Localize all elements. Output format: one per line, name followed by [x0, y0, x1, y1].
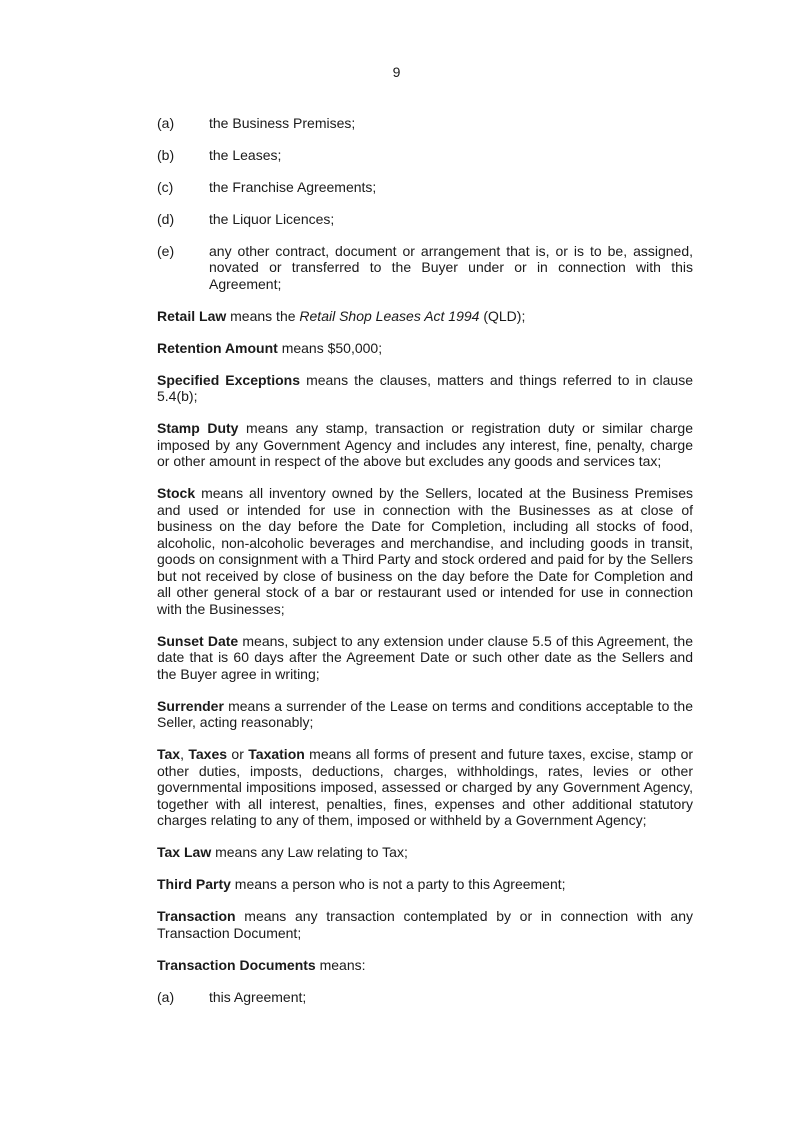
definition-paragraph	[157, 633, 693, 683]
text-segment: Tax	[157, 746, 181, 762]
text-segment: Retention Amount	[157, 339, 278, 356]
definition-paragraph	[157, 908, 693, 941]
definition-paragraph	[157, 372, 693, 405]
list-item-label: (a)	[157, 114, 175, 131]
text-segment: means any transaction contemplated by or in connection with any Transaction Document;	[157, 908, 693, 941]
text-segment: Taxes	[188, 746, 228, 762]
list-item-label: (b)	[157, 146, 175, 163]
text-segment: the Liquor Licences;	[209, 210, 335, 227]
text-segment: the Leases;	[209, 146, 282, 163]
text-segment: Retail Law	[157, 307, 227, 324]
text-segment: means $50,000;	[277, 339, 383, 356]
page-number: 9	[392, 64, 401, 80]
list-item	[157, 989, 693, 1006]
text-segment: Sunset Date	[157, 632, 239, 649]
definition-paragraph	[157, 844, 693, 861]
list-item-text	[209, 989, 693, 1006]
list-item	[157, 243, 693, 293]
list-item-text	[209, 211, 693, 228]
text-segment: Taxation	[248, 746, 305, 762]
list-item	[157, 147, 693, 164]
list-item-label: (d)	[157, 210, 175, 227]
list-item	[157, 115, 693, 132]
text-segment: Surrender	[157, 697, 224, 714]
text-segment: any other contract, document or arrangement that is, or is to be, assigned, novated or transferred to the Buyer under or in connection with this Agreement;	[209, 242, 693, 292]
text-segment: Tax Law	[157, 844, 212, 860]
definition-paragraph	[157, 485, 693, 617]
definition-paragraph	[157, 420, 693, 470]
text-segment: this Agreement;	[209, 988, 307, 1005]
text-segment: means the clauses, matters and things referred to in clause 5.4(b);	[157, 371, 693, 404]
text-segment: Transaction	[157, 908, 236, 924]
definition-paragraph	[157, 340, 693, 357]
definition-paragraph	[157, 876, 693, 893]
text-segment: Transaction Documents	[157, 956, 316, 973]
text-segment: means any Law relating to Tax;	[211, 844, 408, 860]
definition-paragraph	[157, 746, 693, 829]
text-segment: means all forms of present and future taxes, excise, stamp or other duties, imposts, deductions, charges, withholdings, rates, levies or other governmental impositions imposed, assessed or charged by any Government Agency, together with all interest, penalties, fines, expenses and other additional statutory charges relating to any of them, imposed or withheld by a Government Agency;	[157, 746, 694, 828]
text-segment: Specified Exceptions	[157, 371, 300, 388]
definition-paragraph	[157, 698, 693, 731]
list-item-label: (a)	[157, 988, 175, 1005]
text-segment: means a person who is not a party to this Agreement;	[230, 876, 566, 892]
list-item	[157, 179, 693, 196]
text-segment: means, subject to any extension under clause 5.5 of this Agreement, the date that is 60 days after the Agreement Date or such other date as the Sellers and the Buyer agree in writing;	[157, 632, 693, 682]
list-item-text	[209, 115, 693, 132]
list-item	[157, 211, 693, 228]
definition-paragraph	[157, 957, 693, 974]
text-segment: Stamp Duty	[157, 420, 239, 436]
list-item-label: (c)	[157, 178, 174, 195]
text-segment: means the	[226, 307, 300, 324]
text-segment: ,	[180, 746, 189, 762]
definition-paragraph	[157, 308, 693, 325]
text-segment: means:	[315, 956, 366, 973]
text-segment: Third Party	[157, 876, 231, 892]
text-segment: means any stamp, transaction or registration duty or similar charge imposed by any Government Agency and includes any interest, fine, penalty, charge or other amount in respect of the above but excludes any goods and services tax;	[157, 420, 693, 469]
text-segment: means a surrender of the Lease on terms and conditions acceptable to the Seller, acting reasonably;	[157, 697, 693, 730]
text-segment: the Franchise Agreements;	[209, 178, 377, 195]
list-item-text	[209, 147, 693, 164]
list-item-label: (e)	[157, 242, 175, 259]
text-segment: means all inventory owned by the Sellers, located at the Business Premises and used or intended for use in connection with the Businesses as at close of business on the day before the Date for Completion, including all stocks of food, alcoholic, non-alcoholic beverages and merchandise, and including goods in transit, goods on consignment with a Third Party and stock ordered and paid for by the Sellers but not received by close of business on the day before the Date for Completion and all other general stock of a bar or restaurant used or intended for use in connection with the Businesses;	[157, 485, 693, 617]
text-segment: Stock	[157, 485, 196, 501]
document-body	[157, 115, 693, 1006]
list-item-text	[209, 243, 693, 293]
text-segment: Retail Shop Leases Act 1994	[299, 307, 480, 324]
text-segment: (QLD);	[479, 307, 526, 324]
list-item-text	[209, 179, 693, 196]
text-segment: the Business Premises;	[209, 114, 356, 131]
text-segment: or	[227, 746, 249, 762]
